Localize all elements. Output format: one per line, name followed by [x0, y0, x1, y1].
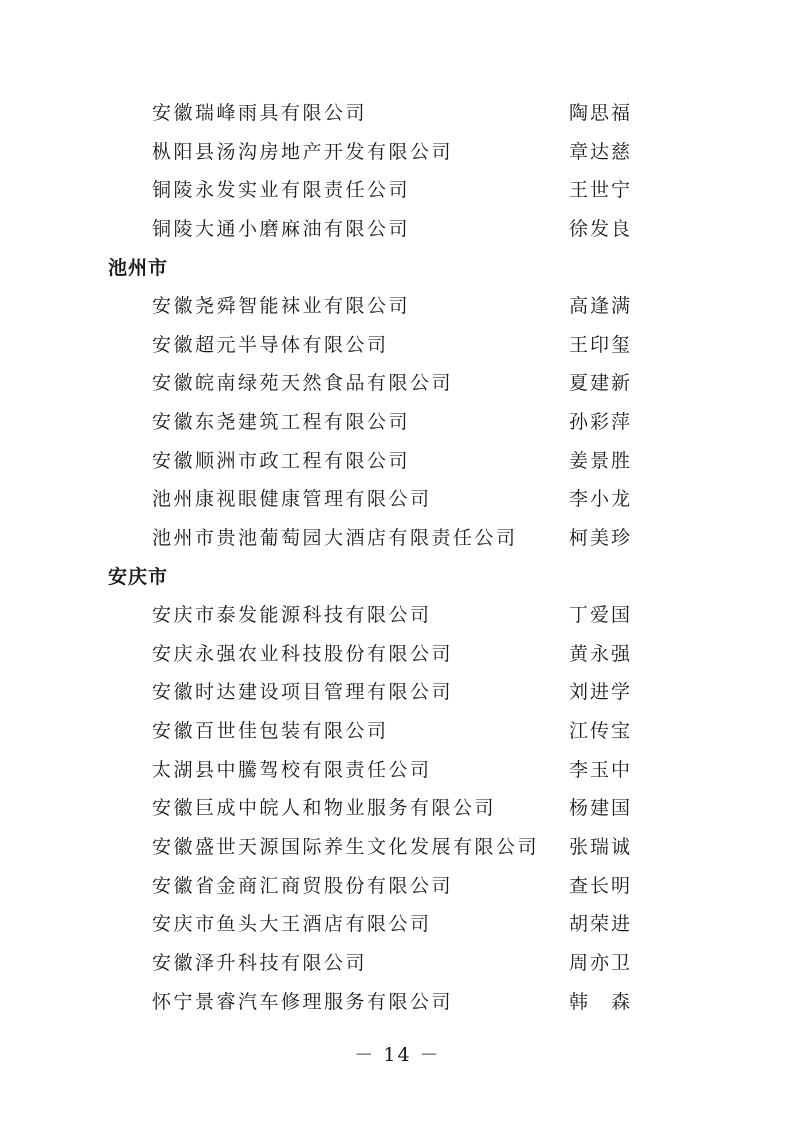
person-name: 徐发良 — [568, 218, 632, 240]
list-item — [152, 174, 632, 206]
person-name: 丁爱国 — [568, 604, 632, 626]
person-name: 杨建国 — [568, 797, 632, 819]
list-item — [152, 676, 632, 708]
list-item — [152, 638, 632, 670]
company-name: 安徽瑞峰雨具有限公司 — [152, 102, 368, 124]
person-name: 孙彩萍 — [568, 411, 632, 433]
city-heading-anqing: 安庆市 — [108, 566, 169, 588]
company-name: 安徽时达建设项目管理有限公司 — [152, 681, 454, 703]
company-name: 安徽超元半导体有限公司 — [152, 334, 389, 356]
person-name: 韩 森 — [568, 991, 632, 1013]
person-name: 查长明 — [568, 875, 632, 897]
company-name: 铜陵大通小磨麻油有限公司 — [152, 218, 411, 240]
company-name: 安庆市鱼头大王酒店有限公司 — [152, 913, 432, 935]
person-name: 黄永强 — [568, 643, 632, 665]
company-name: 安徽巨成中皖人和物业服务有限公司 — [152, 797, 497, 819]
list-item — [152, 290, 632, 322]
list-item — [152, 445, 632, 477]
company-name: 安徽东尧建筑工程有限公司 — [152, 411, 411, 433]
city-heading-chizhou: 池州市 — [108, 257, 169, 279]
list-item — [152, 406, 632, 438]
company-name: 铜陵永发实业有限责任公司 — [152, 179, 411, 201]
company-name: 安庆永强农业科技股份有限公司 — [152, 643, 454, 665]
company-name: 怀宁景睿汽车修理服务有限公司 — [152, 991, 454, 1013]
list-item — [152, 599, 632, 631]
list-item — [152, 986, 632, 1018]
person-name: 柯美珍 — [568, 527, 632, 549]
person-name: 夏建新 — [568, 372, 632, 394]
company-name: 太湖县中騰驾校有限责任公司 — [152, 759, 432, 781]
person-name: 章达慈 — [568, 141, 632, 163]
list-item — [152, 908, 632, 940]
list-item — [152, 715, 632, 747]
list-item — [152, 136, 632, 168]
company-name: 安庆市泰发能源科技有限公司 — [152, 604, 432, 626]
list-item — [152, 483, 632, 515]
company-name: 池州康视眼健康管理有限公司 — [152, 488, 432, 510]
company-name: 安徽盛世天源国际养生文化发展有限公司 — [152, 836, 540, 858]
list-item — [152, 792, 632, 824]
company-name: 安徽顺洲市政工程有限公司 — [152, 450, 411, 472]
company-name: 安徽百世佳包装有限公司 — [152, 720, 389, 742]
company-name: 池州市贵池葡萄园大酒店有限责任公司 — [152, 527, 518, 549]
person-name: 王世宁 — [568, 179, 632, 201]
person-name: 李小龙 — [568, 488, 632, 510]
list-item — [152, 367, 632, 399]
list-item — [152, 97, 632, 129]
person-name: 王印玺 — [568, 334, 632, 356]
list-item — [152, 870, 632, 902]
company-name: 安徽皖南绿苑天然食品有限公司 — [152, 372, 454, 394]
person-name: 李玉中 — [568, 759, 632, 781]
person-name: 姜景胜 — [568, 450, 632, 472]
person-name: 刘进学 — [568, 681, 632, 703]
list-item — [152, 947, 632, 979]
person-name: 胡荣进 — [568, 913, 632, 935]
person-name: 周亦卫 — [568, 952, 632, 974]
company-name: 安徽尧舜智能袜业有限公司 — [152, 295, 411, 317]
list-item — [152, 831, 632, 863]
list-item — [152, 754, 632, 786]
person-name: 江传宝 — [568, 720, 632, 742]
list-item — [152, 329, 632, 361]
person-name: 陶思福 — [568, 102, 632, 124]
list-item — [152, 213, 632, 245]
person-name: 高逢满 — [568, 295, 632, 317]
company-name: 安徽省金商汇商贸股份有限公司 — [152, 875, 454, 897]
company-name: 安徽泽升科技有限公司 — [152, 952, 368, 974]
list-item — [152, 522, 632, 554]
person-name: 张瑞诚 — [568, 836, 632, 858]
company-name: 枞阳县汤沟房地产开发有限公司 — [152, 141, 454, 163]
page-number: － 14 － — [354, 1044, 441, 1066]
